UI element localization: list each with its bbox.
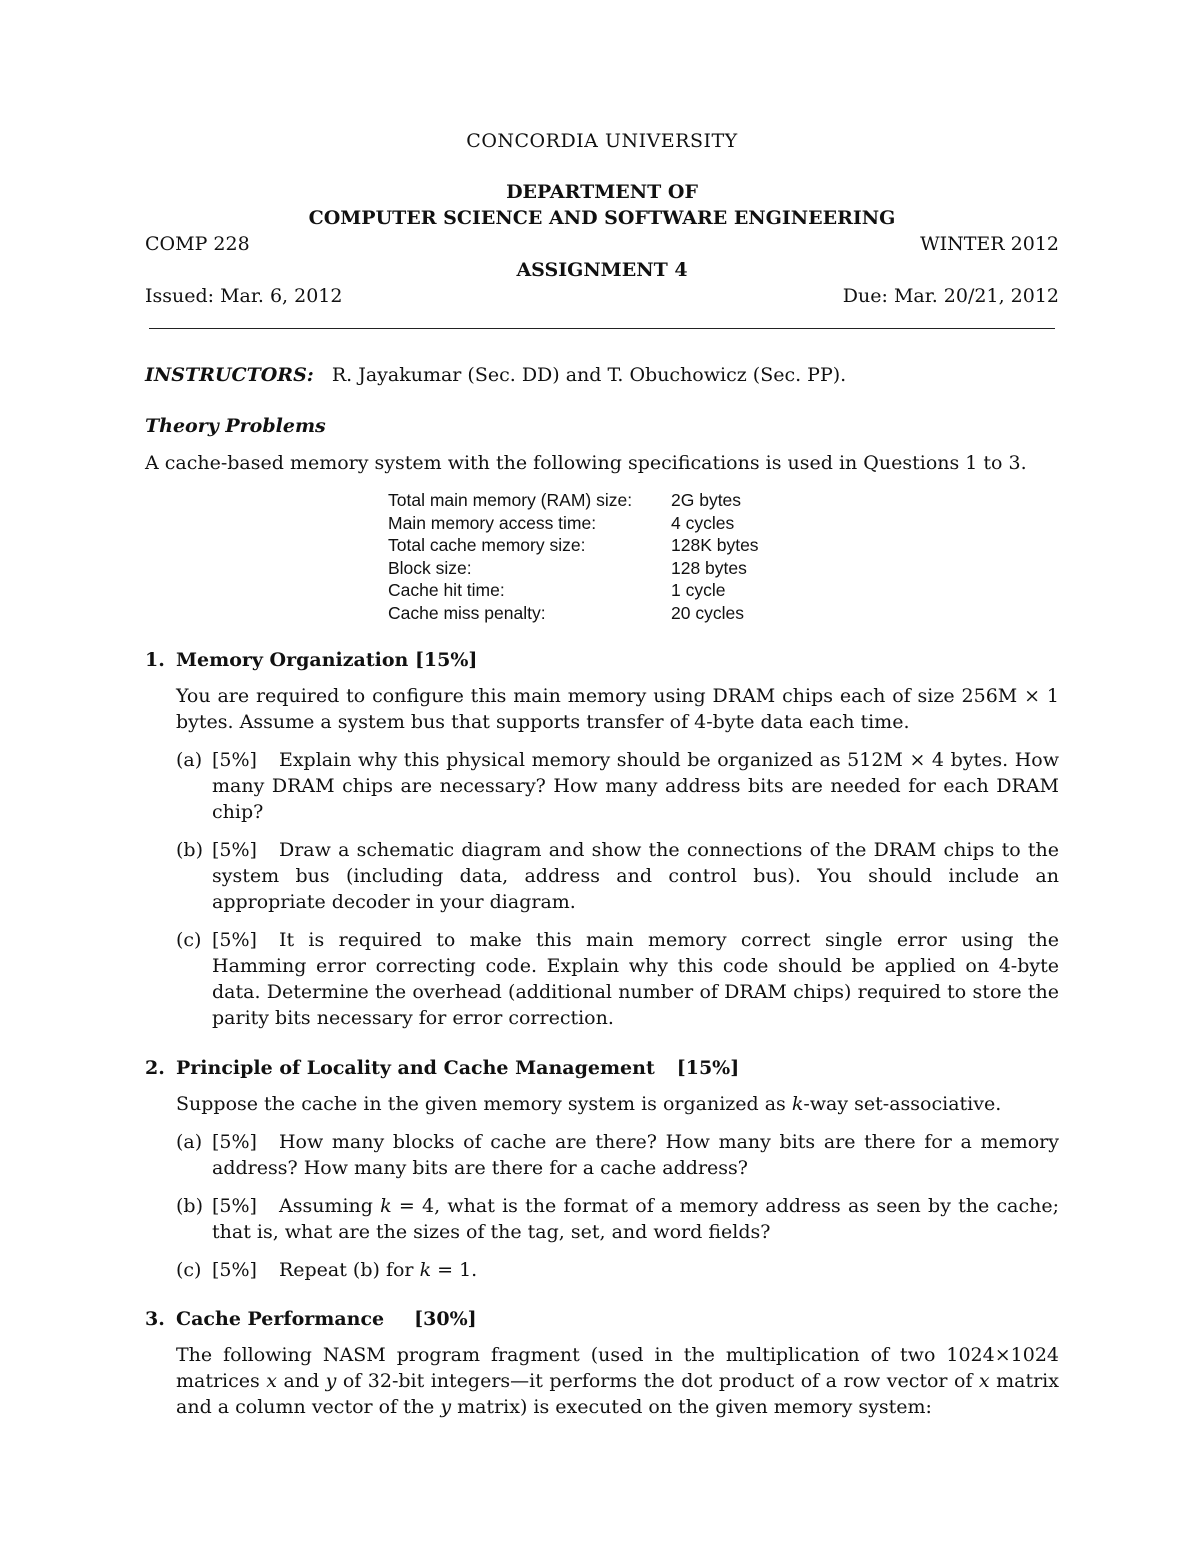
body-text: matrix and a column vector of the (176, 1370, 1059, 1418)
question-title: Cache Performance (176, 1308, 385, 1330)
sub-weight: [5%] (212, 749, 257, 771)
sub-weight: [5%] (212, 1195, 257, 1217)
variable-x: x (978, 1370, 990, 1392)
section-title: Theory Problems (145, 415, 326, 437)
question-2c (176, 1257, 1059, 1283)
spec-value: 2G bytes (671, 490, 742, 510)
question-3-body (176, 1342, 1059, 1420)
sub-label: (a) (176, 1131, 203, 1153)
question-title: Principle of Locality and Cache Management (176, 1057, 655, 1079)
sub-weight: [5%] (212, 1131, 257, 1153)
sub-weight: [5%] (212, 839, 257, 861)
body-text: matrix) is executed on the given memory system: (451, 1396, 932, 1418)
question-3-heading (145, 1308, 1059, 1330)
spec-value: 4 cycles (671, 512, 735, 533)
question-1 (145, 649, 1059, 1031)
question-1-heading (145, 649, 1059, 671)
issued-date: Issued: Mar. 6, 2012 (145, 285, 343, 307)
assignment-title: ASSIGNMENT 4 (516, 259, 688, 281)
sub-text: Repeat (b) for (278, 1259, 420, 1281)
question-number: 2. (145, 1057, 165, 1079)
question-number: 3. (145, 1308, 165, 1330)
course-row (145, 233, 1059, 255)
sub-weight: [5%] (212, 929, 257, 951)
instructors-text: R. Jayakumar (Sec. DD) and T. Obuchowicz (Sec. PP). (331, 364, 847, 386)
variable-y: y (440, 1396, 452, 1418)
department-line-2: COMPUTER SCIENCE AND SOFTWARE ENGINEERING (308, 207, 896, 229)
body-text: The following NASM program fragment (used in the multiplication of two 1024×1024 matrices (176, 1344, 1059, 1392)
spec-key: Cache miss penalty: (388, 602, 546, 623)
sub-text: It is required to make this main memory correct single error using the Hamming error correcting code. Explain why this code should be applied on 4-byte data. Determine the overhead (additional number of DRAM chips) required to store the parity bits necessary for error correction. (212, 929, 1059, 1029)
variable-k: k (791, 1093, 804, 1115)
spec-key: Main memory access time: (388, 512, 597, 533)
due-date: Due: Mar. 20/21, 2012 (842, 285, 1059, 307)
sub-label: (b) (176, 1195, 203, 1217)
university-name: CONCORDIA UNIVERSITY (466, 130, 738, 152)
spec-key: Total main memory (RAM) size: (388, 490, 633, 510)
spec-value: 20 cycles (671, 602, 744, 623)
spec-row (388, 557, 759, 580)
sub-label: (c) (176, 1259, 202, 1281)
question-3 (145, 1308, 1059, 1420)
variable-k: k (380, 1195, 392, 1217)
spec-row (388, 579, 759, 602)
spec-value: 128 bytes (671, 557, 747, 578)
spec-key: Block size: (388, 557, 472, 578)
sub-label: (c) (176, 929, 202, 951)
question-title: Memory Organization [15%] (176, 649, 478, 671)
sub-text: = 4, what is the format of a memory address as seen by the cache; that is, what are the sizes of the tag, set, and word fields? (212, 1195, 1059, 1243)
variable-y: y (325, 1370, 337, 1392)
spec-row (388, 534, 759, 557)
term: WINTER 2012 (920, 233, 1059, 255)
sub-label: (a) (176, 749, 203, 771)
instructors-line (145, 364, 1059, 386)
instructors-label: INSTRUCTORS: (145, 364, 314, 386)
question-2-body (176, 1091, 1059, 1117)
variable-k: k (419, 1259, 432, 1281)
question-1a (176, 747, 1059, 825)
sub-text: How many blocks of cache are there? How many bits are there for a memory address? How many bits are there for a cache address? (212, 1131, 1059, 1179)
question-2 (145, 1057, 1059, 1283)
sub-text: = 1. (431, 1259, 478, 1281)
body-text: of 32-bit integers—it performs the dot product of a row vector of (336, 1370, 979, 1392)
question-2-heading (145, 1057, 1059, 1079)
sub-label: (b) (176, 839, 203, 861)
spec-table (388, 489, 759, 625)
question-1-body: You are required to configure this main memory using DRAM chips each of size 256M × 1 bytes. Assume a system bus that supports transfer of 4-byte data each time. (176, 685, 1059, 733)
spec-row (388, 602, 759, 625)
question-number: 1. (145, 649, 165, 671)
sub-text: Assuming (278, 1195, 381, 1217)
body-text: Suppose the cache in the given memory system is organized as (176, 1093, 792, 1115)
question-2a (176, 1129, 1059, 1181)
spec-row (388, 489, 759, 512)
question-1c (176, 927, 1059, 1031)
department-line-1: DEPARTMENT OF (506, 181, 698, 203)
variable-x: x (266, 1370, 277, 1392)
header-divider (149, 328, 1055, 329)
question-1b (176, 837, 1059, 915)
course-code: COMP 228 (145, 233, 250, 255)
sub-text: Draw a schematic diagram and show the connections of the DRAM chips to the system bus (including data, address and control bus). You should include an appropriate decoder in your diagram. (212, 839, 1059, 913)
question-weight: [15%] (676, 1057, 740, 1079)
intro-paragraph: A cache-based memory system with the following specifications is used in Questions 1 to 3. (145, 452, 1027, 474)
body-text: and (276, 1370, 326, 1392)
spec-value: 1 cycle (671, 580, 726, 601)
body-text: -way set-associative. (803, 1093, 1002, 1115)
question-weight: [30%] (414, 1308, 477, 1330)
dates-row (145, 285, 1059, 307)
spec-key: Cache hit time: (388, 580, 505, 601)
spec-key: Total cache memory size: (388, 535, 586, 556)
sub-weight: [5%] (212, 1259, 257, 1281)
question-2b (176, 1193, 1059, 1245)
spec-row (388, 512, 759, 535)
sub-text: Explain why this physical memory should be organized as 512M × 4 bytes. How many DRAM chips are necessary? How many address bits are needed for each DRAM chip? (212, 749, 1059, 823)
spec-value: 128K bytes (671, 535, 759, 556)
